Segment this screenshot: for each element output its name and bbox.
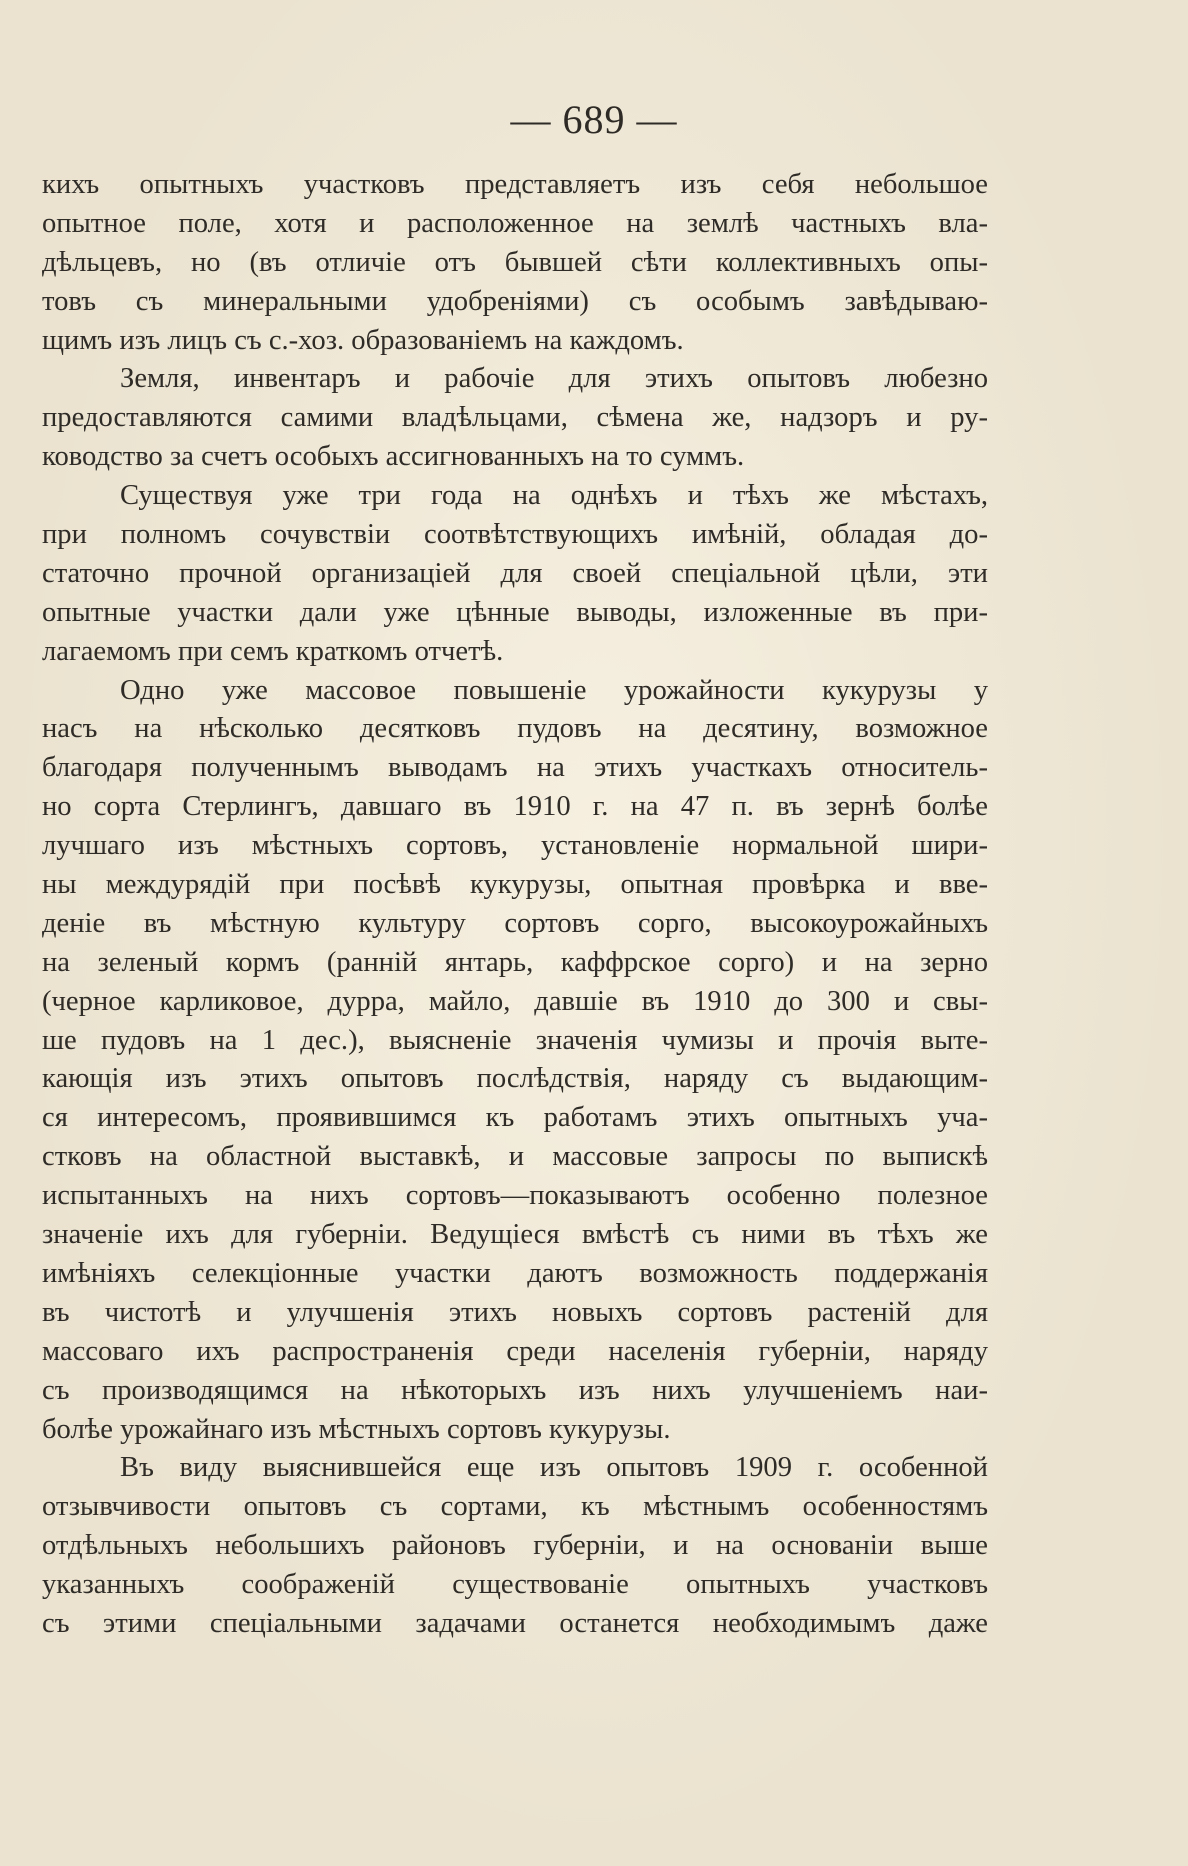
paragraph	[42, 1449, 988, 1643]
text-line: ся интересомъ, проявившимся къ работамъ этихъ опытныхъ уча-	[42, 1102, 988, 1134]
paragraph	[42, 672, 988, 1450]
text-line: въ чистотѣ и улучшенія этихъ новыхъ сортовъ растеній для	[42, 1296, 988, 1328]
text-line: съ производящимся на нѣкоторыхъ изъ нихъ улучшеніемъ наи-	[42, 1374, 988, 1406]
text-line: ководство за счетъ особыхъ ассигнованныхъ на то суммъ.	[42, 441, 745, 473]
text-line: лучшаго изъ мѣстныхъ сортовъ, установленіе нормальной шири-	[42, 830, 988, 862]
text-line: съ этими спеціальными задачами останется необходимымъ даже	[42, 1607, 988, 1639]
text-line: деніе въ мѣстную культуру сортовъ сорго, высокоурожайныхъ	[42, 907, 988, 939]
text-line: отзывчивости опытовъ съ сортами, къ мѣстнымъ особенностямъ	[42, 1491, 988, 1523]
paragraph	[42, 360, 988, 477]
text-line: опытное поле, хотя и расположенное на землѣ частныхъ вла-	[42, 207, 988, 239]
text-line: (черное карликовое, дурра, майло, давшіе въ 1910 до 300 и свы-	[42, 985, 988, 1017]
text-line: предоставляются самими владѣльцами, сѣмена же, надзоръ и ру-	[42, 402, 988, 434]
text-line: кихъ опытныхъ участковъ представляетъ изъ себя небольшое	[42, 169, 988, 200]
text-line: указанныхъ соображеній существованіе опытныхъ участковъ	[42, 1569, 988, 1601]
text-line: стковъ на областной выставкѣ, и массовые запросы по выпискѣ	[42, 1141, 988, 1173]
paragraph	[42, 166, 988, 360]
text-line: болѣе урожайнаго изъ мѣстныхъ сортовъ кукурузы.	[42, 1413, 671, 1445]
text-line: кающія изъ этихъ опытовъ послѣдствія, наряду съ выдающим-	[42, 1063, 988, 1095]
paragraph	[42, 477, 988, 671]
text-line: на зеленый кормъ (ранній янтарь, каффрское сорго) и на зерно	[42, 946, 988, 978]
text-line: Одно уже массовое повышеніе урожайности кукурузы у	[120, 674, 988, 706]
text-line: товъ съ минеральными удобреніями) съ особымъ завѣдываю-	[42, 285, 988, 317]
text-line: имѣніяхъ селекціонные участки даютъ возможность поддержанія	[42, 1257, 988, 1289]
text-line: статочно прочной организаціей для своей спеціальной цѣли, эти	[42, 557, 988, 589]
text-line: Земля, инвентаръ и рабочіе для этихъ опытовъ любезно	[120, 363, 988, 395]
text-line: Существуя уже три года на однѣхъ и тѣхъ же мѣстахъ,	[120, 480, 988, 512]
text-line: насъ на нѣсколько десятковъ пудовъ на десятину, возможное	[42, 713, 988, 745]
text-line: дѣльцевъ, но (въ отличіе отъ бывшей сѣти коллективныхъ опы-	[42, 246, 988, 278]
text-line: Въ виду выяснившейся еще изъ опытовъ 1909 г. особенной	[120, 1452, 988, 1484]
page-number: — 689 —	[510, 97, 678, 142]
text-line: опытные участки дали уже цѣнные выводы, изложенные въ при-	[42, 596, 988, 628]
text-line: испытанныхъ на нихъ сортовъ—показываютъ особенно полезное	[42, 1180, 988, 1212]
text-line: массоваго ихъ распространенія среди населенія губерніи, наряду	[42, 1335, 988, 1367]
text-line: значеніе ихъ для губерніи. Ведущіеся вмѣстѣ съ ними въ тѣхъ же	[42, 1219, 988, 1251]
text-line: ны междурядій при посѣвѣ кукурузы, опытная провѣрка и вве-	[42, 869, 988, 901]
text-line: лагаемомъ при семъ краткомъ отчетѣ.	[42, 635, 504, 667]
text-line: но сорта Стерлингъ, давшаго въ 1910 г. на 47 п. въ зернѣ болѣе	[42, 791, 988, 823]
text-line: благодаря полученнымъ выводамъ на этихъ участкахъ относитель-	[42, 752, 988, 784]
text-line: отдѣльныхъ небольшихъ районовъ губерніи, и на основаніи выше	[42, 1530, 988, 1562]
text-line: ше пудовъ на 1 дес.), выясненіе значенія чумизы и прочія выте-	[42, 1024, 988, 1056]
text-line: щимъ изъ лицъ съ с.-хоз. образованіемъ на каждомъ.	[42, 324, 684, 356]
body-text	[42, 166, 988, 1644]
text-line: при полномъ сочувствіи соотвѣтствующихъ имѣній, обладая до-	[42, 519, 988, 551]
